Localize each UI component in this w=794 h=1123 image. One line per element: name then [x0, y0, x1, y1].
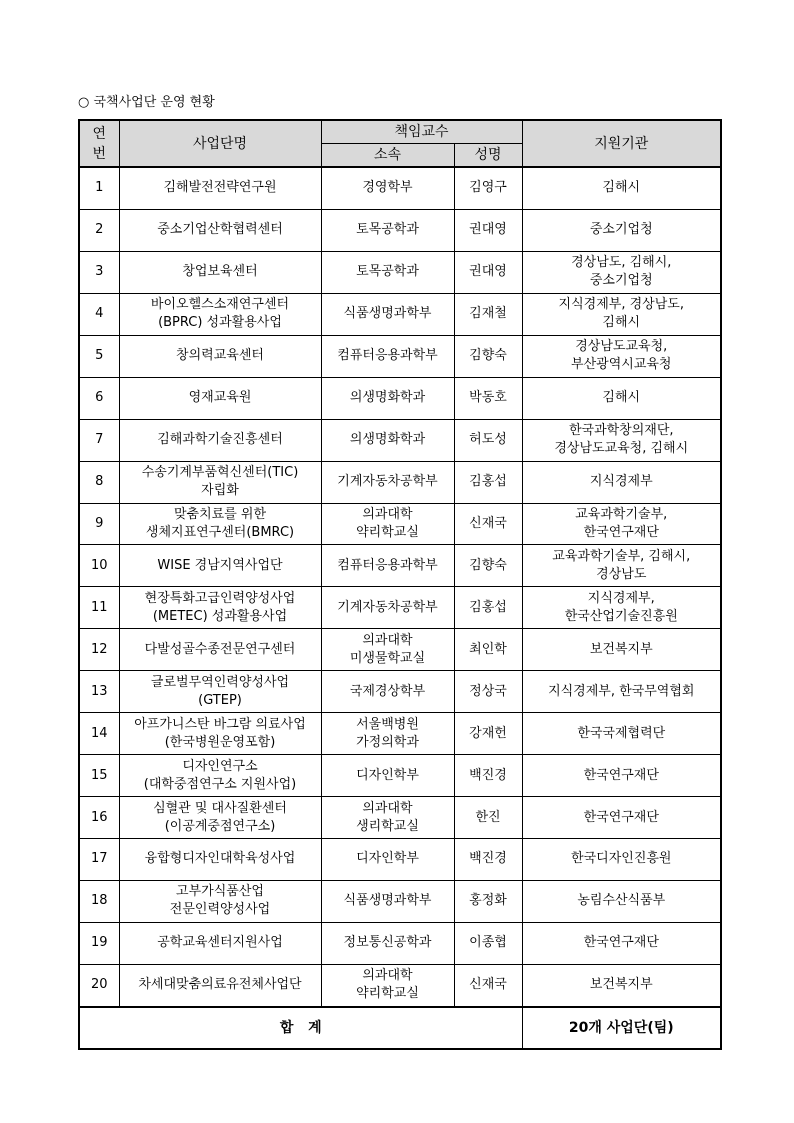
- table-row: [79, 713, 721, 755]
- row-org-line: 경상남도: [596, 566, 647, 582]
- row-name: [119, 167, 321, 209]
- row-dept-line: 생리학교실: [356, 818, 419, 834]
- total-value: 20개 사업단(팀): [522, 1007, 721, 1049]
- row-dept: [321, 503, 454, 545]
- row-professor: 한진: [454, 797, 522, 839]
- row-name-line: 공학교육센터지원사업: [157, 935, 283, 951]
- row-professor: 홍정화: [454, 880, 522, 922]
- row-name: [119, 880, 321, 922]
- row-dept: [321, 797, 454, 839]
- row-name: [119, 335, 321, 377]
- row-name: [119, 964, 321, 1006]
- row-org: [522, 419, 721, 461]
- table-row: [79, 503, 721, 545]
- row-name: [119, 251, 321, 293]
- row-org-line: 한국연구재단: [583, 767, 659, 783]
- row-name: [119, 755, 321, 797]
- row-name-line: (GTEP): [198, 692, 242, 708]
- row-name-line: (BPRC) 성과활용사업: [158, 315, 282, 331]
- row-no: 1: [79, 167, 119, 209]
- row-dept-line: 컴퓨터응용과학부: [337, 557, 438, 573]
- row-dept-line: 가정의학과: [356, 734, 419, 750]
- row-org-line: 경상남도, 김해시,: [571, 255, 672, 271]
- row-dept: [321, 629, 454, 671]
- row-org: [522, 377, 721, 419]
- row-org: [522, 880, 721, 922]
- table-body: [79, 167, 721, 1007]
- table-row: [79, 587, 721, 629]
- row-name-line: 심혈관 및 대사질환센터: [153, 800, 287, 816]
- row-org-line: 김해시: [602, 180, 641, 196]
- row-dept: [321, 839, 454, 881]
- row-no: 10: [79, 545, 119, 587]
- row-professor: 박동호: [454, 377, 522, 419]
- row-org-line: 중소기업청: [589, 222, 653, 238]
- row-org-line: 한국과학창의재단,: [568, 423, 674, 439]
- row-dept-line: 경영학부: [362, 180, 413, 196]
- row-name-line: 바이오헬스소재연구센터: [150, 297, 290, 313]
- row-name-line: 창의력교육센터: [176, 348, 264, 364]
- table-row: [79, 964, 721, 1006]
- row-dept-line: 의생명화학과: [349, 432, 426, 448]
- row-org-line: 지식경제부, 경상남도,: [558, 297, 684, 313]
- row-name: [119, 587, 321, 629]
- row-dept: [321, 209, 454, 251]
- row-no: 6: [79, 377, 119, 419]
- row-org-line: 한국산업기술진흥원: [564, 608, 678, 624]
- row-dept-line: 디자인학부: [356, 767, 419, 783]
- row-dept-line: 약리학교실: [356, 986, 419, 1002]
- row-dept: [321, 880, 454, 922]
- row-no: 4: [79, 293, 119, 335]
- row-dept: [321, 419, 454, 461]
- row-dept: [321, 167, 454, 209]
- row-name-line: 자립화: [201, 483, 239, 499]
- table-row: [79, 251, 721, 293]
- row-org: [522, 461, 721, 503]
- row-no: 19: [79, 922, 119, 964]
- row-org-line: 부산광역시교육청: [571, 357, 672, 373]
- row-dept: [321, 964, 454, 1006]
- row-name: [119, 377, 321, 419]
- row-professor: 정상국: [454, 671, 522, 713]
- row-dept-line: 의생명화학과: [349, 390, 426, 406]
- table-row: [79, 797, 721, 839]
- row-name-line: 고부가식품산업: [176, 884, 264, 900]
- row-name-line: 영재교육원: [188, 390, 252, 406]
- row-org-line: 경상남도교육청,: [575, 339, 668, 355]
- project-table: [78, 119, 722, 1050]
- row-org-line: 한국연구재단: [583, 524, 659, 540]
- row-professor: 권대영: [454, 251, 522, 293]
- row-name-line: 아프가니스탄 바그람 의료사업: [134, 716, 306, 732]
- row-name: [119, 922, 321, 964]
- row-dept: [321, 377, 454, 419]
- table-row: [79, 545, 721, 587]
- row-org: [522, 503, 721, 545]
- row-org-line: 지식경제부,: [587, 590, 655, 606]
- row-org: [522, 335, 721, 377]
- row-professor: 김홍섭: [454, 461, 522, 503]
- row-name-line: (대학중점연구소 지원사업): [143, 776, 297, 792]
- row-name: [119, 461, 321, 503]
- row-professor: 백진경: [454, 839, 522, 881]
- header-no: 연번: [79, 120, 119, 167]
- row-name-line: 수송기계부품혁신센터(TIC): [141, 465, 299, 481]
- row-dept-line: 디자인학부: [356, 851, 419, 867]
- row-name: [119, 209, 321, 251]
- row-name: [119, 671, 321, 713]
- row-dept-line: 의과대학: [362, 506, 413, 522]
- row-professor: 김홍섭: [454, 587, 522, 629]
- table-row: [79, 671, 721, 713]
- row-org: [522, 587, 721, 629]
- row-professor: 허도성: [454, 419, 522, 461]
- row-org: [522, 755, 721, 797]
- section-title: ○ 국책사업단 운영 현황: [78, 95, 215, 110]
- row-no: 11: [79, 587, 119, 629]
- row-professor: 강재헌: [454, 713, 522, 755]
- row-professor: 신재국: [454, 503, 522, 545]
- row-dept-line: 의과대학: [362, 800, 413, 816]
- row-professor: 김영구: [454, 167, 522, 209]
- row-org-line: 한국연구재단: [583, 809, 659, 825]
- row-org-line: 지식경제부, 한국무역협회: [548, 683, 695, 699]
- row-org-line: 김해시: [602, 390, 641, 406]
- row-dept-line: 미생물학교실: [349, 650, 426, 666]
- header-prof-name: 성명: [454, 144, 522, 168]
- table-row: [79, 293, 721, 335]
- row-org: [522, 839, 721, 881]
- row-dept: [321, 713, 454, 755]
- table-row: [79, 419, 721, 461]
- table-row: [79, 922, 721, 964]
- row-dept: [321, 755, 454, 797]
- header-name: 사업단명: [119, 120, 321, 167]
- row-org-line: 김해시: [602, 315, 641, 331]
- row-no: 7: [79, 419, 119, 461]
- row-dept: [321, 587, 454, 629]
- row-name-line: 김해과학기술진흥센터: [157, 432, 283, 448]
- row-dept: [321, 251, 454, 293]
- row-org: [522, 797, 721, 839]
- row-org: [522, 167, 721, 209]
- row-no: 20: [79, 964, 119, 1006]
- row-dept: [321, 461, 454, 503]
- row-org: [522, 545, 721, 587]
- table-row: [79, 335, 721, 377]
- row-dept-line: 정보통신공학과: [343, 935, 432, 951]
- row-name-line: 글로벌무역인력양성사업: [150, 674, 290, 690]
- row-professor: 백진경: [454, 755, 522, 797]
- row-no: 15: [79, 755, 119, 797]
- row-name-line: 전문인력양성사업: [169, 902, 271, 918]
- total-label: 합 계: [79, 1007, 522, 1049]
- row-dept-line: 기계자동차공학부: [337, 474, 438, 490]
- row-name: [119, 629, 321, 671]
- row-dept: [321, 293, 454, 335]
- row-name: [119, 419, 321, 461]
- row-org-line: 교육과학기술부,: [575, 506, 668, 522]
- row-name-line: WISE 경남지역사업단: [157, 557, 283, 573]
- row-name-line: (이공계중점연구소): [164, 818, 276, 834]
- row-org-line: 한국디자인진흥원: [571, 851, 672, 867]
- header-org: 지원기관: [522, 120, 721, 167]
- row-org: [522, 629, 721, 671]
- row-org-line: 중소기업청: [589, 273, 653, 289]
- row-org: [522, 251, 721, 293]
- row-no: 9: [79, 503, 119, 545]
- row-name-line: (한국병원운영포함): [164, 734, 276, 750]
- row-dept-line: 기계자동차공학부: [337, 599, 438, 615]
- row-no: 16: [79, 797, 119, 839]
- row-org: [522, 713, 721, 755]
- table-row: [79, 880, 721, 922]
- header-dept: 소속: [321, 144, 454, 168]
- row-org: [522, 671, 721, 713]
- row-name-line: 중소기업산학협력센터: [157, 222, 283, 238]
- row-org-line: 경상남도교육청, 김해시: [554, 441, 689, 457]
- row-org: [522, 209, 721, 251]
- row-org-line: 보건복지부: [589, 641, 653, 657]
- row-professor: 최인학: [454, 629, 522, 671]
- row-org-line: 교육과학기술부, 김해시,: [552, 548, 691, 564]
- row-name: [119, 713, 321, 755]
- row-name: [119, 545, 321, 587]
- row-name: [119, 839, 321, 881]
- row-no: 14: [79, 713, 119, 755]
- row-professor: 김재철: [454, 293, 522, 335]
- row-name: [119, 503, 321, 545]
- row-name-line: 다발성골수종전문연구센터: [144, 641, 296, 657]
- table-header: [79, 120, 721, 167]
- row-no: 2: [79, 209, 119, 251]
- row-professor: 김향숙: [454, 335, 522, 377]
- row-professor: 신재국: [454, 964, 522, 1006]
- row-no: 5: [79, 335, 119, 377]
- row-dept-line: 의과대학: [362, 968, 413, 984]
- row-name-line: 디자인연구소: [182, 758, 258, 774]
- row-name-line: 융합형디자인대학육성사업: [144, 851, 296, 867]
- row-name-line: (METEC) 성과활용사업: [152, 608, 288, 624]
- row-name-line: 맞춤치료를 위한: [173, 506, 267, 522]
- row-dept-line: 토목공학과: [356, 264, 419, 280]
- row-professor: 권대영: [454, 209, 522, 251]
- row-no: 12: [79, 629, 119, 671]
- row-org-line: 농림수산식품부: [577, 893, 666, 909]
- row-dept: [321, 671, 454, 713]
- row-name-line: 생체지표연구센터(BMRC): [145, 524, 295, 540]
- row-dept-line: 컴퓨터응용과학부: [337, 348, 438, 364]
- row-name-line: 김해발전전략연구원: [163, 180, 277, 196]
- row-dept-line: 약리학교실: [356, 524, 419, 540]
- table-row: [79, 629, 721, 671]
- row-dept: [321, 922, 454, 964]
- row-org: [522, 922, 721, 964]
- row-dept-line: 국제경상학부: [349, 683, 426, 699]
- row-dept-line: 서울백병원: [356, 716, 419, 732]
- row-no: 13: [79, 671, 119, 713]
- row-name-line: 차세대맞춤의료유전체사업단: [138, 977, 302, 993]
- row-org: [522, 293, 721, 335]
- table-row: [79, 209, 721, 251]
- row-dept-line: 의과대학: [362, 632, 413, 648]
- table-row: [79, 461, 721, 503]
- header-professor: 책임교수: [321, 120, 522, 144]
- row-org-line: 한국연구재단: [583, 935, 659, 951]
- row-name-line: 현장특화고급인력양성사업: [144, 590, 296, 606]
- table-footer: [79, 1007, 721, 1049]
- row-dept-line: 토목공학과: [356, 222, 419, 238]
- row-name: [119, 293, 321, 335]
- row-professor: 이종협: [454, 922, 522, 964]
- row-org-line: 보건복지부: [589, 977, 653, 993]
- row-no: 3: [79, 251, 119, 293]
- table-row: [79, 755, 721, 797]
- row-dept-line: 식품생명과학부: [343, 893, 432, 909]
- row-org: [522, 964, 721, 1006]
- row-name: [119, 797, 321, 839]
- row-dept: [321, 335, 454, 377]
- row-dept: [321, 545, 454, 587]
- row-dept-line: 식품생명과학부: [343, 306, 432, 322]
- table-row: [79, 167, 721, 209]
- row-org-line: 한국국제협력단: [577, 725, 666, 741]
- row-name-line: 창업보육센터: [182, 264, 258, 280]
- row-no: 18: [79, 880, 119, 922]
- table-row: [79, 839, 721, 881]
- row-professor: 김향숙: [454, 545, 522, 587]
- table-row: [79, 377, 721, 419]
- row-no: 8: [79, 461, 119, 503]
- row-no: 17: [79, 839, 119, 881]
- row-org-line: 지식경제부: [589, 474, 653, 490]
